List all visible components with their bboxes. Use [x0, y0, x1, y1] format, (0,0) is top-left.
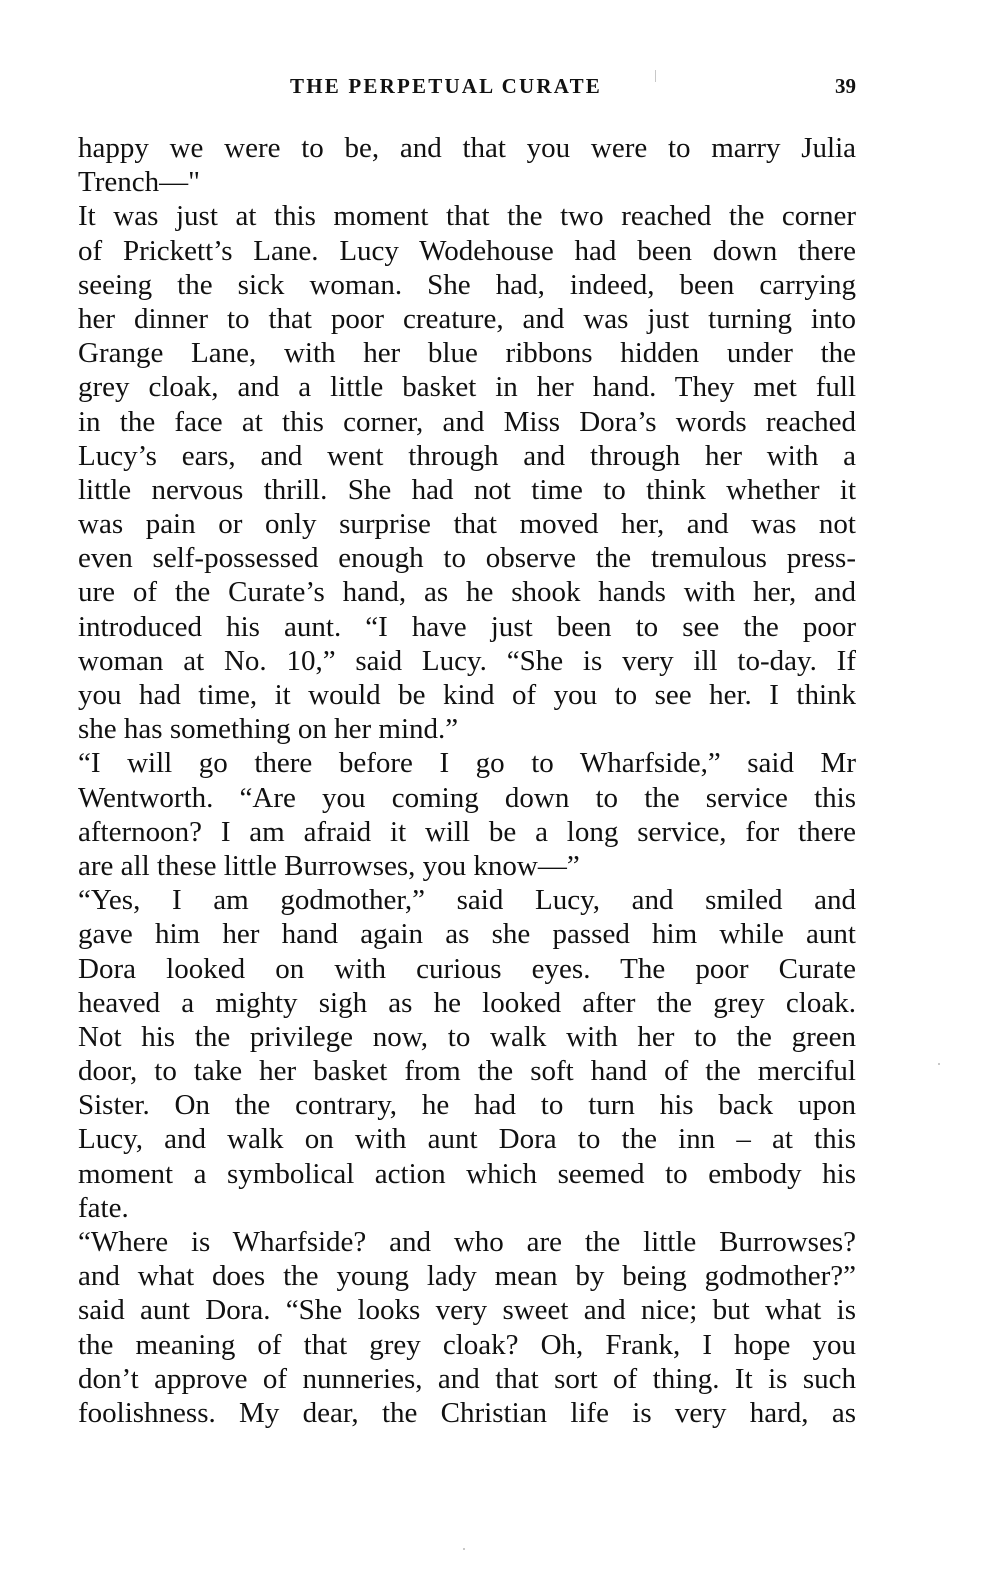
- text-line: little nervous thrill. She had not time to think whether it: [78, 473, 856, 506]
- text-line: Sister. On the contrary, he had to turn his back upon: [78, 1089, 856, 1122]
- text-line: happy we were to be, and that you were to marry Julia: [78, 132, 856, 164]
- text-line: Dora looked on with curious eyes. The poor Curate: [78, 952, 856, 985]
- text-line: moment a symbolical action which seemed to embody his: [78, 1157, 856, 1190]
- text-line: the meaning of that grey cloak? Oh, Frank, I hope you: [78, 1328, 856, 1361]
- text-line: afternoon? I am afraid it will be a long service, for there: [78, 815, 856, 848]
- scan-mark: [938, 1063, 940, 1065]
- text-line: and what does the young lady mean by being godmother?”: [78, 1260, 856, 1293]
- text-line: her dinner to that poor creature, and was just turning into: [78, 302, 856, 335]
- text-line: Wentworth. “Are you coming down to the service this: [78, 781, 856, 814]
- text-line: in the face at this corner, and Miss Dora’s words reached: [78, 405, 856, 438]
- text-line: “I will go there before I go to Wharfside,” said Mr: [78, 747, 856, 780]
- text-line: grey cloak, and a little basket in her hand. They met full: [78, 371, 856, 404]
- text-line: woman at No. 10,” said Lucy. “She is very ill to-day. If: [78, 644, 856, 677]
- text-line: seeing the sick woman. She had, indeed, been carrying: [78, 268, 856, 301]
- text-line: are all these little Burrowses, you know—”: [78, 849, 580, 882]
- text-line: fate.: [78, 1191, 129, 1224]
- text-line: foolishness. My dear, the Christian life is very hard, as: [78, 1396, 856, 1429]
- text-line: Grange Lane, with her blue ribbons hidden under the: [78, 337, 856, 370]
- text-line: It was just at this moment that the two reached the corner: [78, 200, 856, 233]
- text-line: don’t approve of nunneries, and that sort of thing. It is such: [78, 1362, 856, 1395]
- text-line: of Prickett’s Lane. Lucy Wodehouse had been down there: [78, 234, 856, 267]
- text-line: Lucy, and walk on with aunt Dora to the inn – at this: [78, 1123, 856, 1156]
- text-line: heaved a mighty sigh as he looked after the grey cloak.: [78, 986, 856, 1019]
- text-line: “Where is Wharfside? and who are the little Burrowses?: [78, 1226, 856, 1258]
- text-line: was pain or only surprise that moved her, and was not: [78, 508, 856, 541]
- text-line: door, to take her basket from the soft hand of the merciful: [78, 1055, 856, 1088]
- text-line: Lucy’s ears, and went through and through her with a: [78, 439, 856, 472]
- text-line: even self-possessed enough to observe the tremulous press-: [78, 542, 856, 575]
- text-line: introduced his aunt. “I have just been to see the poor: [78, 610, 856, 643]
- text-line: Trench—": [78, 166, 200, 199]
- text-line: gave him her hand again as she passed him while aunt: [78, 918, 856, 951]
- page-number: 39: [835, 74, 856, 98]
- running-title: THE PERPETUAL CURATE: [290, 74, 602, 98]
- text-line: Not his the privilege now, to walk with her to the green: [78, 1020, 856, 1053]
- text-line: said aunt Dora. “She looks very sweet and nice; but what is: [78, 1294, 856, 1327]
- body-text: [78, 131, 856, 1430]
- text-line: she has something on her mind.”: [78, 713, 459, 746]
- running-head: [78, 74, 856, 104]
- text-line: ure of the Curate’s hand, as he shook hands with her, and: [78, 576, 856, 609]
- text-line: you had time, it would be kind of you to see her. I think: [78, 679, 856, 711]
- scan-mark: [463, 1548, 465, 1550]
- text-line: “Yes, I am godmother,” said Lucy, and smiled and: [78, 884, 856, 917]
